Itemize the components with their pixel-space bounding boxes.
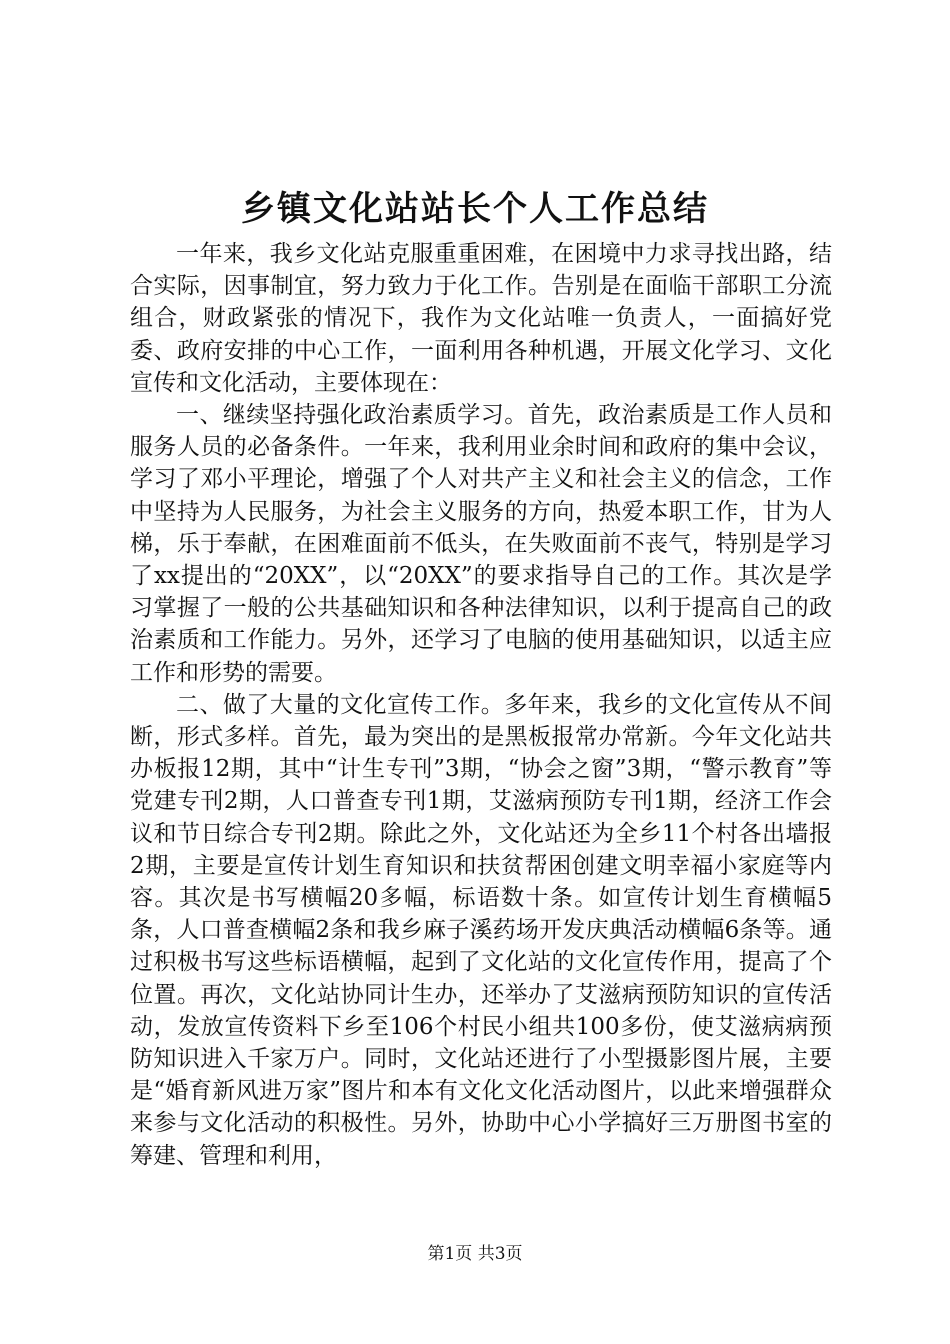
paragraph-cultural-publicity: 二、做了大量的文化宣传工作。多年来，我乡的文化宣传从不间断，形式多样。首先，最为突出的是黑板报常办常新。今年文化站共办板报12期，其中“计生专刊”3期，“协会之窗”3期，“警示教育”等党建专刊2期，人口普查专刊1期，艾滋病预防专刊1期，经济工作会议和节日综合专刊2期。除此之外，文化站还为全乡11个村各出墙报2期，主要是宣传计划生育知识和扶贫帮困创建文明幸福小家庭等内容。其次是书写横幅20多幅，标语数十条。如宣传计划生育横幅5条，人口普查横幅2条和我乡麻子溪药场开发庆典活动横幅6条等。通过积极书写这些标语横幅，起到了文化站的文化宣传作用，提高了个位置。再次，文化站协同计生办，还举办了艾滋病预防知识的宣传活动，发放宣传资料下乡至106个村民小组共100多份，使艾滋病病预防知识进入千家万户。同时，文化站还进行了小型摄影图片展，主要是“婚育新风进万家”图片和本有文化文化活动图片，以此来增强群众来参与文化活动的积极性。另外，协助中心小学搞好三万册图书室的筹建、管理和利用， [130, 691, 832, 1169]
paragraph-intro: 一年来，我乡文化站克服重重困难，在困境中力求寻找出路，结合实际，因事制宜，努力致力于化工作。告别是在面临干部职工分流组合，财政紧张的情况下，我作为文化站唯一负责人，一面搞好党委、政府安排的中心工作，一面利用各种机遇，开展文化学习、文化宣传和文化活动，主要体现在： [130, 241, 832, 396]
paragraph-political-study: 一、继续坚持强化政治素质学习。首先，政治素质是工作人员和服务人员的必备条件。一年来，我利用业余时间和政府的集中会议，学习了邓小平理论，增强了个人对共产主义和社会主义的信念，工作中坚持为人民服务，为社会主义服务的方向，热爱本职工作，甘为人梯，乐于奉献，在困难面前不低头，在失败面前不丧气，特别是学习了xx提出的“20XX”，以“20XX”的要求指导自己的工作。其次是学习掌握了一般的公共基础知识和各种法律知识，以利于提高自己的政治素质和工作能力。另外，还学习了电脑的使用基础知识，以适主应工作和形势的需要。 [130, 402, 832, 686]
document-body [130, 238, 832, 1172]
page-title: 乡镇文化站站长个人工作总结 [241, 189, 709, 229]
page-footer: 第1页 共3页 [427, 1244, 523, 1264]
